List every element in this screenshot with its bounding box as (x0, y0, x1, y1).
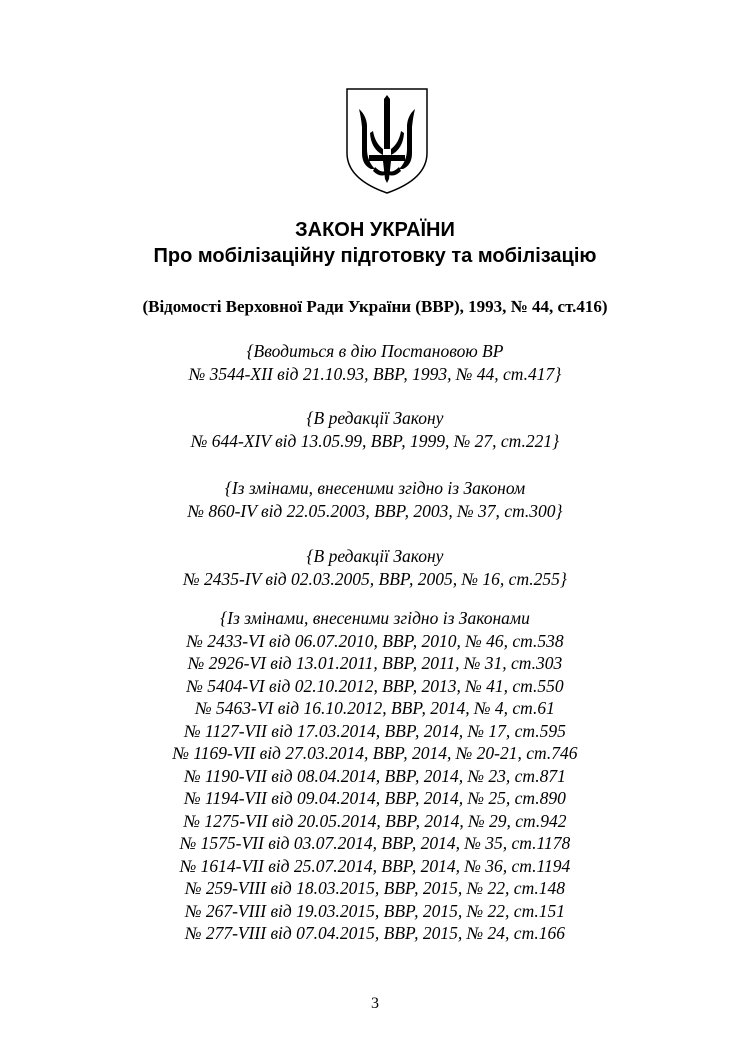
note-line: {Із змінами, внесеними згідно із Законом (224, 478, 526, 498)
amendment-line: № 259-VIII від 18.03.2015, ВВР, 2015, № 22, ст.148 (184, 878, 566, 898)
amendments-list (0, 607, 750, 945)
amendment-line: № 2926-VI від 13.01.2011, ВВР, 2011, № 31, ст.303 (187, 653, 563, 673)
amendment-line: № 1169-VII від 27.03.2014, ВВР, 2014, № 20-21, ст.746 (172, 743, 578, 763)
amendment-line: № 1194-VII від 09.04.2014, ВВР, 2014, № 25, ст.890 (184, 788, 566, 808)
amendment-line: № 5404-VI від 02.10.2012, ВВР, 2013, № 41, ст.550 (186, 675, 564, 696)
amendment-line: № 1614-VII від 25.07.2014, ВВР, 2014, № 36, ст.1194 (179, 855, 571, 876)
note-line: {Із змінами, внесеними згідно із Законами (220, 608, 530, 628)
amendment-line: № 277-VIII від 07.04.2015, ВВР, 2015, № 24, ст.166 (184, 923, 566, 943)
document-title: ЗАКОН УКРАЇНИ (295, 219, 455, 241)
note-line: № 860-IV від 22.05.2003, ВВР, 2003, № 37, ст.300} (187, 500, 563, 521)
page-number: 3 (371, 995, 379, 1012)
enactment-note (0, 340, 750, 385)
note-line: {Вводиться в дію Постановою ВР (246, 341, 504, 361)
revision-note (0, 545, 750, 590)
revision-note (0, 407, 750, 452)
note-line: № 644-XIV від 13.05.99, ВВР, 1999, № 27, ст.221} (190, 430, 560, 451)
amendment-line: № 2433-VI від 06.07.2010, ВВР, 2010, № 46, ст.538 (186, 630, 564, 651)
note-line: {В редакції Закону (306, 408, 444, 428)
note-line: № 2435-IV від 02.03.2005, ВВР, 2005, № 16, ст.255} (183, 568, 567, 589)
amendment-line: № 267-VIII від 19.03.2015, ВВР, 2015, № 22, ст.151 (184, 900, 566, 921)
publication-source: (Відомості Верховної Ради України (ВВР), 1993, № 44, ст.416) (142, 297, 608, 316)
amendment-line: № 1190-VII від 08.04.2014, ВВР, 2014, № 23, ст.871 (184, 765, 566, 786)
amendment-note (0, 477, 750, 522)
amendment-line: № 1575-VII від 03.07.2014, ВВР, 2014, № 35, ст.1178 (179, 833, 571, 853)
amendment-line: № 1127-VII від 17.03.2014, ВВР, 2014, № 17, ст.595 (184, 720, 566, 741)
amendment-line: № 1275-VII від 20.05.2014, ВВР, 2014, № 29, ст.942 (183, 810, 567, 831)
coat-of-arms-icon (345, 87, 429, 195)
note-line: № 3544-XII від 21.10.93, ВВР, 1993, № 44, ст.417} (188, 363, 562, 384)
document-subtitle: Про мобілізаційну підготовку та мобілізацію (153, 245, 597, 267)
amendment-line: № 5463-VI від 16.10.2012, ВВР, 2014, № 4, ст.61 (195, 698, 555, 718)
note-line: {В редакції Закону (306, 546, 444, 566)
